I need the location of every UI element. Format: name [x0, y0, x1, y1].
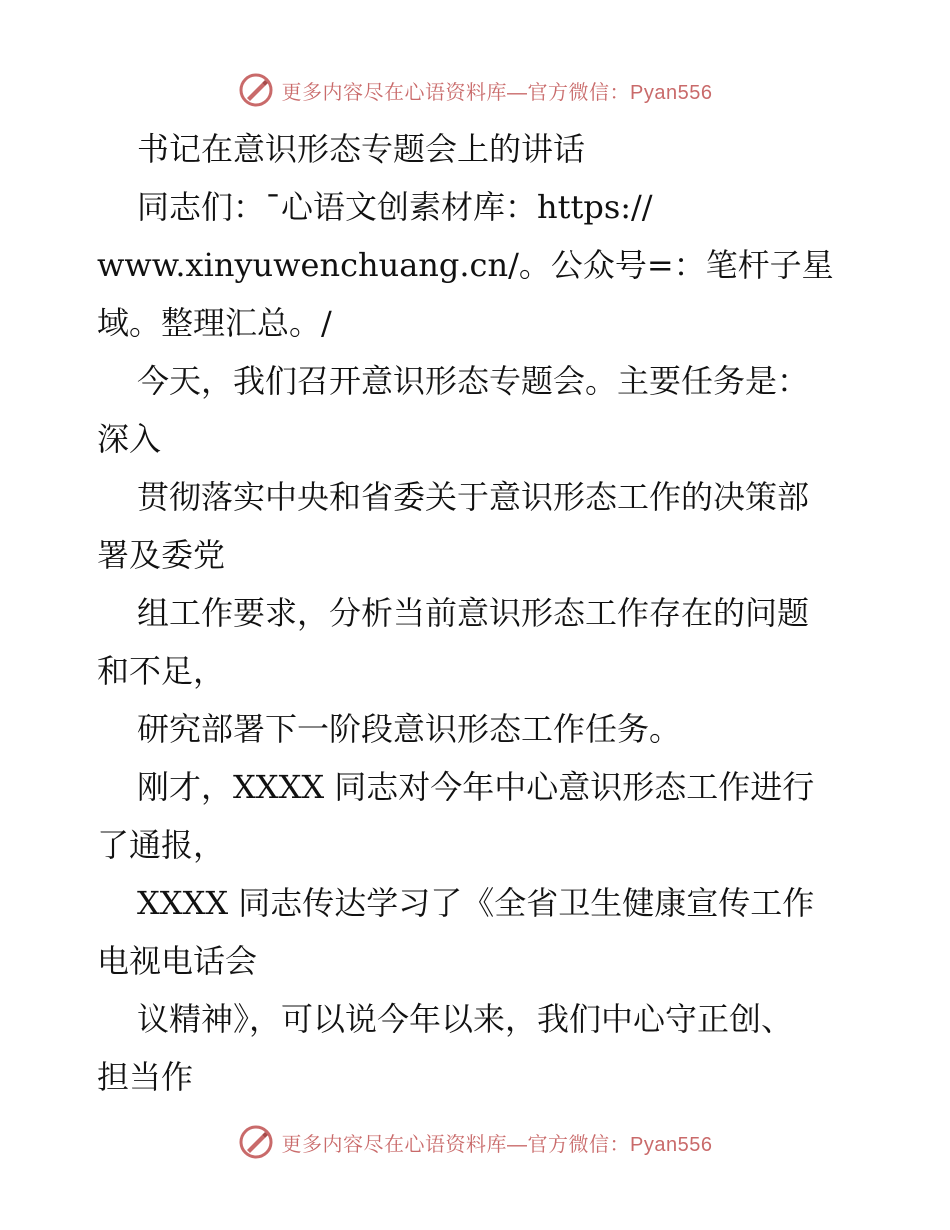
document-line: 贯彻落实中央和省委关于意识形态工作的决策部 — [137, 478, 810, 516]
document-line: 议精神》，可以说今年以来，我们中心守正创、 — [137, 1000, 794, 1038]
document-line: XXXX 同志传达学习了《全省卫生健康宣传工作 — [137, 884, 815, 922]
document-body — [97, 120, 877, 1106]
document-line: 担当作 — [97, 1058, 194, 1096]
footer-watermark — [0, 1124, 950, 1160]
watermark-text: 更多内容尽在心语资料库—官方微信：Pyan556 — [281, 81, 713, 104]
document-line: 域。整理汇总。/ — [97, 304, 332, 342]
document-line: 书记在意识形态专题会上的讲话 — [137, 130, 586, 168]
document-line: 同志们：¯心语文创素材库：https:// — [137, 188, 653, 226]
document-line: 刚才，XXXX 同志对今年中心意识形态工作进行 — [137, 768, 815, 806]
document-line: www.xinyuwenchuang.cn/。公众号=：笔杆子星 — [97, 246, 834, 284]
document-line: 署及委党 — [97, 536, 226, 574]
watermark-text: 更多内容尽在心语资料库—官方微信：Pyan556 — [281, 1133, 713, 1156]
document-line: 组工作要求，分析当前意识形态工作存在的问题 — [137, 594, 810, 632]
document-line: 电视电话会 — [97, 942, 258, 980]
header-watermark — [0, 72, 950, 108]
pen-logo-icon — [238, 1124, 274, 1160]
document-line: 研究部署下一阶段意识形态工作任务。 — [137, 710, 682, 748]
document-line: 了通报， — [97, 826, 226, 864]
document-line: 今天，我们召开意识形态专题会。主要任务是： — [137, 362, 810, 400]
pen-logo-icon — [238, 72, 274, 108]
document-line: 和不足， — [97, 652, 226, 690]
document-line: 深入 — [97, 420, 162, 458]
